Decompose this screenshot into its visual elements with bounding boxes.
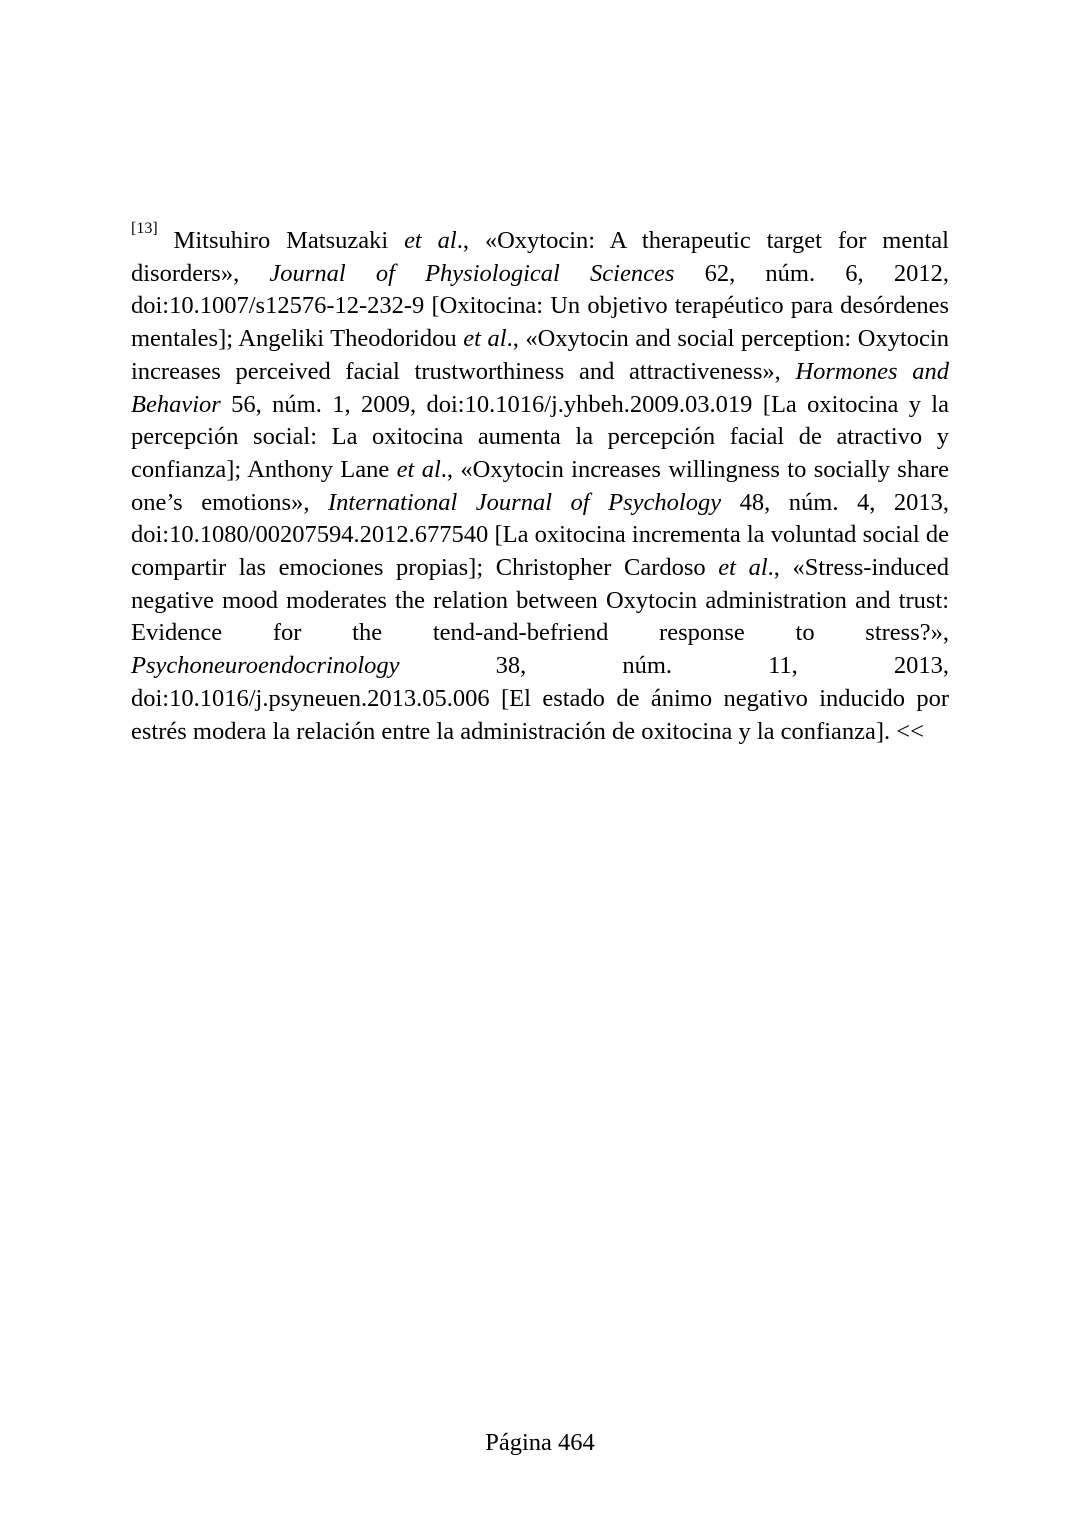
- footnote-text: 38, núm. 11, 2013, doi:10.1016/j.psyneuen.2013.05.006 [El estado de ánimo negativo inducido por estrés modera la relación entre la administración de oxitocina y la confianza].: [131, 652, 949, 745]
- footnote-marker[interactable]: [13]: [131, 220, 158, 237]
- journal-title: Psychoneuroendocrinology: [131, 652, 400, 680]
- footnote-text: 56, núm. 1, 2009, doi:10.1016/j.yhbeh.2009.03.019 [La oxitocina y la percepción social: La oxitocina aumenta la percepción facial de atractivo y confianza]; Anthony Lane: [131, 390, 949, 483]
- footnote-text: 48, núm. 4, 2013, doi:10.1080/00207594.2012.677540 [La oxitocina incrementa la voluntad social de compartir las emociones propias]; Christopher Cardoso: [131, 488, 950, 582]
- back-link[interactable]: <<: [896, 717, 924, 745]
- footnote-13: [131, 220, 950, 748]
- footnote-text: Mitsuhiro Matsuzaki: [157, 227, 405, 254]
- page-number: Página 464: [485, 1429, 595, 1456]
- footnote-text: ., «Oxytocin increases willingness to socially share one’s emotions»,: [131, 455, 949, 516]
- footnote-italic-text: et al: [463, 325, 507, 353]
- journal-title: Journal of Physiological Sciences: [269, 259, 675, 287]
- footnote-text: ., «Stress-induced negative mood moderates the relation between Oxytocin administration and trust: Evidence for the tend-and-befriend response to stress?»,: [131, 554, 949, 647]
- footnote-text: ., «Oxytocin: A therapeutic target for mental disorders»,: [131, 227, 949, 287]
- footnote-italic-text: et al: [404, 227, 457, 254]
- footnote-text: ., «Oxytocin and social perception: Oxytocin increases perceived facial trustworthiness and attractiveness»,: [131, 325, 949, 385]
- journal-title: International Journal of Psychology: [327, 488, 722, 516]
- journal-title: Hormones and Behavior: [131, 357, 949, 418]
- footnote-text: 62, núm. 6, 2012, doi:10.1007/s12576-12-232-9 [Oxitocina: Un objetivo terapéutico para desórdenes mentales]; Angeliki Theodoridou: [131, 259, 949, 353]
- footnote-italic-text: et al: [396, 455, 441, 483]
- footnote-italic-text: et al: [718, 554, 768, 582]
